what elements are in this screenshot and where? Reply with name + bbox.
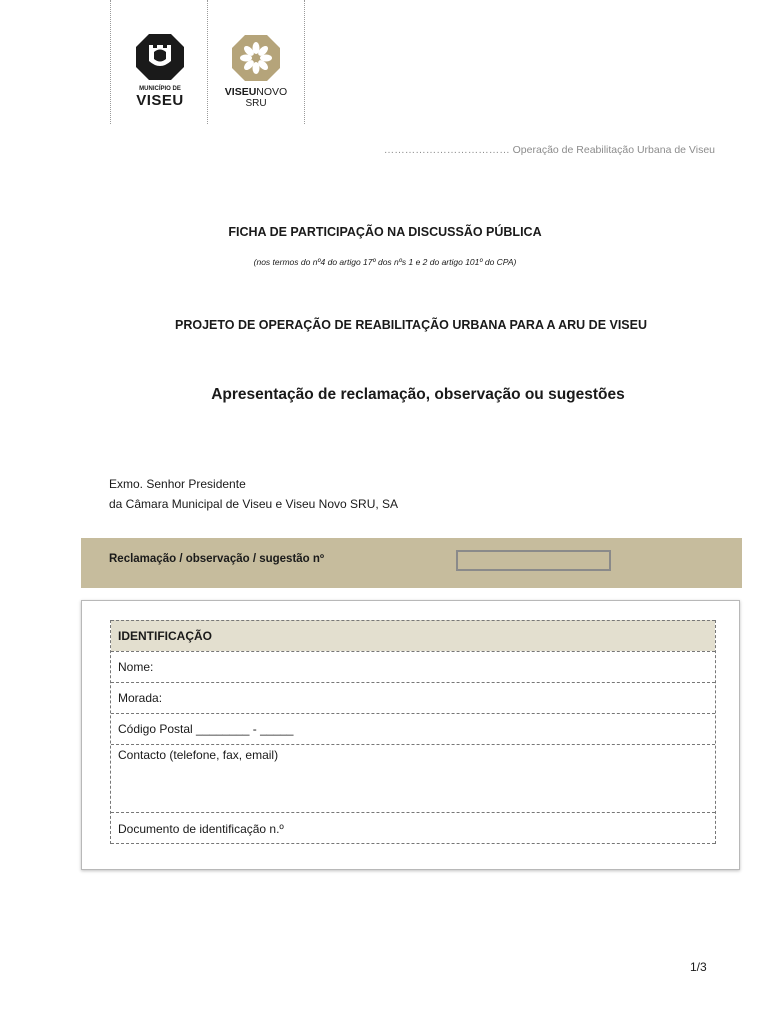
logo-viseu-bold: VISEU (224, 86, 257, 98)
flower-icon (231, 34, 281, 82)
postal-code-field[interactable]: Código Postal ________ - _____ (111, 713, 715, 744)
reference-bar (81, 538, 742, 588)
identification-table (110, 620, 716, 844)
address-field[interactable]: Morada: (111, 682, 715, 713)
project-title: PROJETO DE OPERAÇÃO DE REABILITAÇÃO URBANA PARA A ARU DE VISEU (174, 318, 648, 332)
name-field[interactable]: Nome: (111, 651, 715, 682)
reference-number-field[interactable] (456, 550, 611, 571)
logo-viseu-novo-name (218, 86, 294, 98)
id-document-field[interactable]: Documento de identificação n.º (111, 812, 715, 844)
logo-divider (304, 0, 305, 124)
contact-field[interactable]: Contacto (telefone, fax, email) (111, 744, 715, 812)
page-number: 1/3 (690, 960, 707, 974)
logo-municipio-top: MUNICÍPIO DE (139, 86, 181, 92)
running-header (370, 144, 715, 156)
addressee-line2: da Câmara Municipal de Viseu e Viseu Novo SRU, SA (109, 497, 399, 511)
header-text: Operação de Reabilitação Urbana de Viseu (512, 144, 715, 156)
logo-municipio-name: VISEU (136, 92, 184, 109)
document-title: FICHA DE PARTICIPAÇÃO NA DISCUSSÃO PÚBLICA (228, 225, 542, 239)
reference-label: Reclamação / observação / sugestão nº (109, 553, 325, 565)
logo-divider (207, 0, 208, 124)
header-dots: ……………………………… (383, 144, 510, 156)
viseu-novo-logo (231, 34, 281, 82)
logo-novo-light: NOVO (256, 86, 288, 98)
municipio-viseu-logo (135, 33, 185, 81)
shield-icon (135, 33, 185, 81)
addressee-line1: Exmo. Senhor Presidente (109, 477, 246, 491)
subject-heading: Apresentação de reclamação, observação ou sugestões (211, 386, 625, 403)
identification-heading: IDENTIFICAÇÃO (111, 620, 715, 651)
logo-viseu-novo-sub: SRU (245, 98, 267, 109)
logo-divider (110, 0, 111, 124)
legal-reference: (nos termos do nº4 do artigo 17º dos nºs 1 e 2 do artigo 101º do CPA) (253, 257, 517, 267)
